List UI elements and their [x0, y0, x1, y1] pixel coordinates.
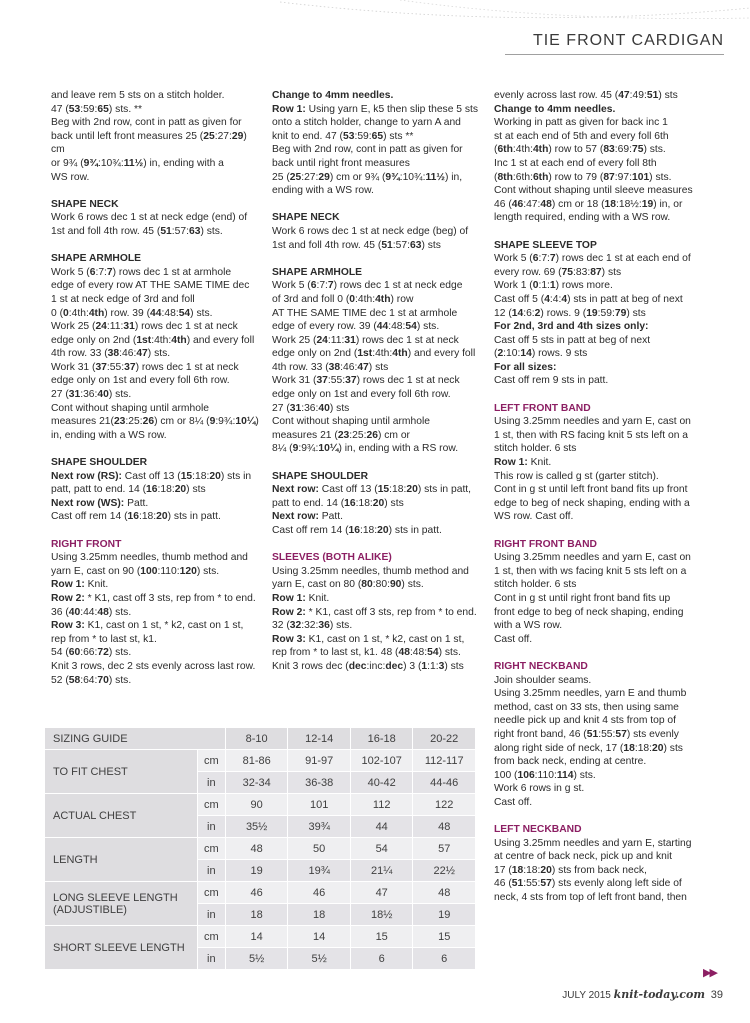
pattern-text-line: length required, ending with a WS row. — [494, 212, 671, 224]
section-heading: Change to 4mm needles. — [272, 90, 394, 101]
unit-label: cm — [197, 926, 225, 948]
paragraph-gap — [494, 809, 714, 823]
pattern-text-line: Work 5 (6:7:7) rows dec 1 st at neck edge — [272, 280, 463, 292]
paragraph-gap — [51, 184, 263, 198]
pattern-text-line: 54 (60:66:72) sts. — [51, 647, 132, 659]
pattern-text-line: measures 21(23:25:26) cm or 8¼ (9:9¾:10¼) — [51, 416, 259, 428]
section-heading: For all sizes: — [494, 361, 557, 373]
pattern-text-line: with a WS row. — [494, 620, 563, 632]
pattern-text-line: edge only on 1st and every foll 6th row. — [51, 375, 230, 387]
pattern-text-line: Work 6 rows dec 1 st at neck edge (end) of — [51, 212, 248, 224]
pattern-text-line: Knit 3 rows dec (dec:inc:dec) 3 (1:1:3) sts — [272, 660, 464, 672]
pattern-text-line: edge only on 2nd (1st:4th:4th) and every foll — [51, 334, 255, 346]
pattern-text-line: Using 3.25mm needles and yarn E, cast on — [494, 552, 691, 564]
pattern-text-line: in, ending with a WS row. — [51, 429, 167, 441]
pattern-text-line: Inc 1 st at each end of every foll 8th — [494, 157, 657, 169]
paragraph-gap — [272, 252, 484, 266]
measurement-value: 112 — [350, 794, 413, 816]
pattern-text-line: Row 3: K1, cast on 1 st, * k2, cast on 1 st, — [51, 620, 244, 632]
pattern-text-line: Cast off 5 sts in patt at beg of next — [494, 334, 651, 346]
sizing-header-row — [45, 728, 476, 750]
page-footer — [562, 988, 723, 1001]
measurement-value: 14 — [225, 926, 288, 948]
measurement-value: 19 — [413, 904, 476, 926]
pattern-text-line: Row 1: Using yarn E, k5 then slip these 5 sts — [272, 103, 479, 115]
pattern-text-line: yarn E, cast on 90 (100:110:120) sts. — [51, 565, 220, 577]
size-header: 20-22 — [413, 728, 476, 750]
measurement-value: 5½ — [225, 948, 288, 970]
pattern-text-line: along right side of neck, 17 (18:18:20) sts — [494, 742, 683, 754]
measurement-value: 18 — [225, 904, 288, 926]
paragraph-gap — [494, 388, 714, 402]
pattern-text-line: Work 25 (24:11:31) rows dec 1 st at neck — [272, 334, 459, 346]
paragraph-gap — [51, 442, 263, 456]
pattern-text-line: st at each end of 5th and every foll 6th — [494, 130, 669, 142]
pattern-text-line: WS row. Cast off. — [494, 511, 574, 523]
pattern-text-line: AT THE SAME TIME dec 1 st at armhole — [272, 307, 458, 319]
measurement-value: 57 — [413, 838, 476, 860]
pattern-text-line: Work 1 (0:1:1) rows more. — [494, 280, 613, 292]
pattern-text-line: edge of every row. 39 (44:48:54) sts. — [272, 321, 440, 333]
section-heading: SHAPE ARMHOLE — [272, 266, 363, 278]
pattern-text-line: evenly across last row. 45 (47:49:51) sts — [494, 90, 678, 101]
paragraph-gap — [51, 524, 263, 538]
site-name: knit-today.com — [613, 988, 705, 1001]
pattern-text-line: This row is called g st (garter stitch). — [494, 470, 659, 482]
pattern-text-line: 100 (106:110:114) sts. — [494, 769, 596, 781]
pattern-text-line: WS row. — [51, 171, 90, 183]
pattern-text-line: Next row (RS): Cast off 13 (15:18:20) sts in — [51, 470, 252, 482]
pattern-text-line: Cast off rem 14 (16:18:20) sts in patt. — [272, 525, 442, 536]
pattern-text-line: Join shoulder seams. — [494, 674, 592, 686]
sizing-row — [45, 882, 476, 904]
section-heading: SLEEVES (BOTH ALIKE) — [272, 552, 392, 564]
pattern-text-line: 17 (18:18:20) sts from back neck, — [494, 864, 647, 876]
measurement-value: 19 — [225, 860, 288, 882]
section-heading: RIGHT FRONT — [51, 538, 122, 550]
pattern-text-line: Row 3: K1, cast on 1 st, * k2, cast on 1 st, — [272, 633, 465, 645]
pattern-text-line: 1st and foll 4th row. 45 (51:57:63) sts — [272, 239, 441, 251]
sizing-row — [45, 838, 476, 860]
pattern-text-line: edge only on 1st and every foll 6th row. — [272, 389, 451, 401]
pattern-text-line: Cont without shaping until armhole — [272, 416, 430, 428]
section-heading: Change to 4mm needles. — [494, 103, 616, 115]
measurement-value: 21¼ — [350, 860, 413, 882]
pattern-text-line: Working in patt as given for back inc 1 — [494, 117, 668, 129]
pattern-text-line: 47 (53:59:65) sts. ** — [51, 103, 143, 115]
pattern-text-line: Cont in g st until left front band fits up front — [494, 484, 688, 496]
pattern-text-line: at centre of back neck, pick up and knit — [494, 851, 673, 863]
section-heading: LEFT FRONT BAND — [494, 402, 591, 414]
pattern-text-line: patt to end. 14 (16:18:20) sts — [272, 497, 404, 509]
pattern-text-line: neck, 4 sts from top of left front band, then — [494, 892, 687, 904]
pattern-text-line: 4th row. 33 (38:46:47) sts — [272, 361, 389, 373]
pattern-text-line: Cont without shaping until armhole — [51, 402, 209, 414]
pattern-text-line: 1 st at neck edge of 3rd and foll — [51, 293, 195, 305]
section-heading: SHAPE SHOULDER — [51, 457, 148, 469]
pattern-text-line: Using 3.25mm needles, thumb method and — [272, 565, 469, 577]
pattern-text-line: Row 1: Knit. — [272, 592, 330, 604]
title-rule — [505, 54, 724, 55]
measurement-value: 5½ — [288, 948, 351, 970]
paragraph-gap — [494, 646, 714, 660]
pattern-text-line: Work 6 rows in g st. — [494, 783, 585, 795]
unit-label: cm — [197, 882, 225, 904]
pattern-text-line: method, cast on 33 sts, then using same — [494, 701, 679, 713]
pattern-text-line: 0 (0:4th:4th) row. 39 (44:48:54) sts. — [51, 307, 213, 319]
pattern-text-line: Next row (WS): Patt. — [51, 497, 149, 509]
sizing-body — [45, 750, 476, 970]
section-heading: SHAPE SLEEVE TOP — [494, 239, 597, 251]
pattern-text-line: Work 5 (6:7:7) rows dec 1 st at armhole — [51, 266, 232, 278]
pattern-text-line: 32 (32:32:36) sts. — [272, 620, 353, 632]
measurement-label: TO FIT CHEST — [45, 750, 198, 794]
pattern-text-line: Cast off. — [494, 796, 533, 808]
pattern-text-line: Row 2: * K1, cast off 3 sts, rep from * to end. — [272, 606, 477, 618]
pattern-text-line: Work 31 (37:55:37) rows dec 1 st at neck — [51, 361, 239, 373]
unit-label: cm — [197, 794, 225, 816]
pattern-text-line: 4th row. 33 (38:46:47) sts. — [51, 348, 171, 360]
pattern-text-line: Work 25 (24:11:31) rows dec 1 st at neck — [51, 321, 238, 333]
pattern-text-line: measures 21 (23:25:26) cm or — [272, 429, 410, 441]
measurement-value: 101 — [288, 794, 351, 816]
measurement-label: SHORT SLEEVE LENGTH — [45, 926, 198, 970]
pattern-text-line: Using 3.25mm needles, thumb method and — [51, 552, 248, 564]
measurement-value: 48 — [413, 882, 476, 904]
section-heading: SHAPE SHOULDER — [272, 470, 369, 482]
size-header: 16-18 — [350, 728, 413, 750]
pattern-text-line: Cast off rem 9 sts in patt. — [494, 375, 609, 387]
pattern-text-line: and leave rem 5 sts on a stitch holder. — [51, 90, 225, 101]
pattern-text-line: 46 (51:55:57) sts evenly along left side of — [494, 878, 682, 890]
pattern-text-line: Cont in g st until right front band fits up — [494, 592, 671, 604]
pattern-text-line: 27 (31:36:40) sts — [272, 402, 350, 414]
pattern-text-line: (8th:6th:6th) row to 79 (87:97:101) sts. — [494, 171, 672, 183]
page-title: TIE FRONT CARDIGAN — [532, 32, 724, 49]
measurement-value: 91-97 — [288, 750, 351, 772]
paragraph-gap — [494, 225, 714, 239]
pattern-text-line: Row 1: Knit. — [494, 457, 552, 469]
pattern-column-2 — [272, 89, 484, 674]
pattern-text-line: edge only on 2nd (1st:4th:4th) and every foll — [272, 348, 476, 360]
measurement-value: 44 — [350, 816, 413, 838]
pattern-text-line: edge of every row AT THE SAME TIME dec — [51, 280, 250, 292]
pattern-text-line: Next row: Patt. — [272, 511, 343, 523]
unit-label: in — [197, 948, 225, 970]
pattern-column-3 — [494, 89, 714, 905]
pattern-text-line: (2:10:14) rows. 9 sts — [494, 348, 588, 360]
decorative-dotted-lines — [0, 0, 750, 60]
pattern-text-line: Beg with 2nd row, cont in patt as given for — [51, 117, 242, 129]
pattern-text-line: 52 (58:64:70) sts. — [51, 674, 132, 686]
pattern-text-line: Beg with 2nd row, cont in patt as given for — [272, 144, 463, 156]
section-heading: SHAPE NECK — [51, 198, 119, 210]
paragraph-gap — [272, 198, 484, 212]
pattern-text-line: Cont without shaping until sleeve measures — [494, 185, 693, 197]
pattern-text-line: rep from * to last st, k1. — [51, 633, 157, 645]
unit-label: cm — [197, 750, 225, 772]
pattern-text-line: 8¼ (9:9¾:10¼) in, ending with a RS row. — [272, 443, 459, 455]
measurement-value: 44-46 — [413, 772, 476, 794]
pattern-text-line: ending with a WS row. — [272, 185, 374, 197]
pattern-text-line: 25 (25:27:29) cm or 9¾ (9¾:10¾:11½) in, — [272, 171, 463, 183]
page-number: 39 — [710, 989, 723, 1001]
measurement-value: 102-107 — [350, 750, 413, 772]
measurement-value: 22½ — [413, 860, 476, 882]
sizing-guide-title: SIZING GUIDE — [45, 728, 226, 750]
measurement-value: 18 — [288, 904, 351, 926]
measurement-value: 81-86 — [225, 750, 288, 772]
pattern-text-line: knit to end. 47 (53:59:65) sts ** — [272, 130, 414, 142]
measurement-value: 18½ — [350, 904, 413, 926]
size-header: 12-14 — [288, 728, 351, 750]
paragraph-gap — [272, 538, 484, 552]
section-heading: RIGHT NECKBAND — [494, 660, 588, 672]
measurement-value: 19¾ — [288, 860, 351, 882]
measurement-value: 36-38 — [288, 772, 351, 794]
pattern-text-line: Using 3.25mm needles and yarn E, starting — [494, 837, 692, 849]
pattern-text-line: Using 3.25mm needles and yarn E, cast on — [494, 416, 691, 428]
pattern-text-line: (6th:4th:4th) row to 57 (83:69:75) sts. — [494, 144, 666, 156]
pattern-text-line: Using 3.25mm needles, yarn E and thumb — [494, 688, 687, 700]
measurement-value: 47 — [350, 882, 413, 904]
measurement-label: ACTUAL CHEST — [45, 794, 198, 838]
measurement-label: LENGTH — [45, 838, 198, 882]
pattern-text-line: or 9¾ (9¾:10¾:11½) in, ending with a — [51, 157, 224, 169]
measurement-value: 122 — [413, 794, 476, 816]
pattern-text-line: from back neck, ending at centre. — [494, 756, 647, 768]
pattern-text-line: 12 (14:6:2) rows. 9 (19:59:79) sts — [494, 307, 646, 319]
pattern-text-line: 36 (40:44:48) sts. — [51, 606, 132, 618]
measurement-value: 54 — [350, 838, 413, 860]
sizing-row — [45, 926, 476, 948]
measurement-value: 15 — [350, 926, 413, 948]
measurement-value: 39¾ — [288, 816, 351, 838]
pattern-text-line: stitch holder. 6 sts — [494, 443, 577, 455]
measurement-label: LONG SLEEVE LENGTH (ADJUSTIBLE) — [45, 882, 198, 926]
measurement-value: 48 — [225, 838, 288, 860]
unit-label: in — [197, 860, 225, 882]
unit-label: in — [197, 772, 225, 794]
issue-date: JULY 2015 — [562, 990, 611, 1001]
section-heading: RIGHT FRONT BAND — [494, 538, 597, 550]
pattern-text-line: back until right front measures — [272, 157, 410, 169]
pattern-text-line: 1st and foll 4th row. 45 (51:57:63) sts. — [51, 225, 223, 237]
measurement-value: 6 — [413, 948, 476, 970]
size-header: 8-10 — [225, 728, 288, 750]
measurement-value: 15 — [413, 926, 476, 948]
pattern-text-line: needle pick up and knit 4 sts from top of — [494, 715, 677, 727]
pattern-text-line: Row 2: * K1, cast off 3 sts, rep from * to end. — [51, 592, 256, 604]
measurement-value: 6 — [350, 948, 413, 970]
pattern-text-line: Work 5 (6:7:7) rows dec 1 st at each end of — [494, 253, 691, 265]
sizing-row — [45, 794, 476, 816]
measurement-value: 48 — [413, 816, 476, 838]
measurement-value: 40-42 — [350, 772, 413, 794]
pattern-text-line: Work 31 (37:55:37) rows dec 1 st at neck — [272, 375, 460, 387]
sizing-guide-table — [44, 727, 476, 970]
measurement-value: 46 — [225, 882, 288, 904]
measurement-value: 46 — [288, 882, 351, 904]
pattern-text-line: 1 st, then with RS facing knit 5 sts left on a — [494, 429, 689, 441]
unit-label: cm — [197, 838, 225, 860]
pattern-text-line: Cast off 5 (4:4:4) sts in patt at beg of next — [494, 293, 683, 305]
section-heading: LEFT NECKBAND — [494, 824, 582, 836]
measurement-value: 90 — [225, 794, 288, 816]
pattern-text-line: Knit 3 rows, dec 2 sts evenly across last row. — [51, 660, 256, 672]
pattern-text-line: rep from * to last st, k1. 48 (48:48:54) sts. — [272, 647, 461, 659]
measurement-value: 112-117 — [413, 750, 476, 772]
pattern-text-line: 1 st, then with ws facing knit 5 sts left on a — [494, 565, 687, 577]
measurement-value: 35½ — [225, 816, 288, 838]
pattern-text-line: right front band, 46 (51:55:57) sts evenly — [494, 728, 679, 740]
pattern-column-1 — [51, 89, 263, 687]
section-heading: For 2nd, 3rd and 4th sizes only: — [494, 321, 649, 333]
paragraph-gap — [51, 239, 263, 253]
pattern-text-line: Row 1: Knit. — [51, 579, 109, 591]
pattern-text-line: every row. 69 (75:83:87) sts — [494, 266, 622, 278]
pattern-text-line: onto a stitch holder, change to yarn A and — [272, 117, 461, 129]
paragraph-gap — [494, 524, 714, 538]
section-heading: SHAPE NECK — [272, 212, 340, 224]
pattern-text-line: Next row: Cast off 13 (15:18:20) sts in patt, — [272, 484, 472, 496]
pattern-text-line: front edge to beg of neck shaping, ending — [494, 606, 684, 618]
pattern-text-line: Work 6 rows dec 1 st at neck edge (beg) of — [272, 225, 469, 237]
pattern-text-line: of 3rd and foll 0 (0:4th:4th) row — [272, 293, 414, 305]
pattern-text-line: stitch holder. 6 sts — [494, 579, 577, 591]
sizing-row — [45, 750, 476, 772]
measurement-value: 14 — [288, 926, 351, 948]
pattern-text-line: edge to beg of neck shaping, ending with a — [494, 497, 690, 509]
pattern-text-line: back until left front measures 25 (25:27:29) cm — [51, 130, 247, 156]
pattern-text-line: Cast off rem 14 (16:18:20) sts in patt. — [51, 511, 221, 523]
pattern-text-line: yarn E, cast on 80 (80:80:90) sts. — [272, 579, 424, 591]
unit-label: in — [197, 904, 225, 926]
unit-label: in — [197, 816, 225, 838]
pattern-text-line: 27 (31:36:40) sts. — [51, 389, 132, 401]
measurement-value: 50 — [288, 838, 351, 860]
pattern-text-line: Cast off. — [494, 633, 533, 645]
pattern-text-line: 46 (46:47:48) cm or 18 (18:18½:19) in, or — [494, 198, 683, 210]
paragraph-gap — [272, 456, 484, 470]
measurement-value: 32-34 — [225, 772, 288, 794]
pattern-text-line: patt, patt to end. 14 (16:18:20) sts — [51, 484, 206, 496]
section-heading: SHAPE ARMHOLE — [51, 253, 142, 265]
continue-arrow-icon: ▶▶ — [703, 967, 716, 979]
